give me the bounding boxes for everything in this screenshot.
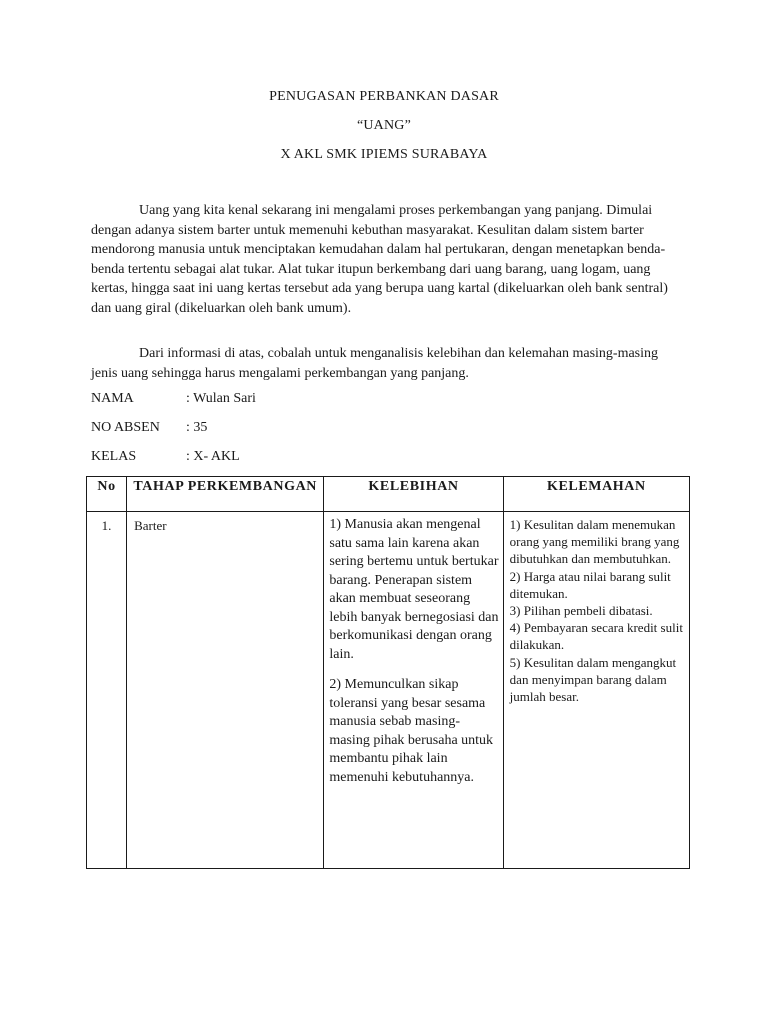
student-absen-label: NO ABSEN xyxy=(91,420,160,435)
instruction-paragraph xyxy=(91,344,681,383)
kelebihan-item: 2) Memunculkan sikap toleransi yang besar sesama manusia sebab masing-masing pihak berusaha untuk membantu pihak lain memenuhi kebutuhannya. xyxy=(329,677,494,785)
kelemahan-item: 5) Kesulitan dalam mengangkut dan menyimpan barang dalam jumlah besar. xyxy=(509,654,677,705)
kelemahan-item: 2) Harga atau nilai barang sulit ditemukan. xyxy=(509,568,671,601)
intro-paragraph xyxy=(91,201,681,318)
intro-paragraph-text: Uang yang kita kenal sekarang ini mengalami proses perkembangan yang panjang. Dimulai dengan adanya sistem barter untuk memenuhi kebuthan masyarakat. Kesulitan dalam sistem barter mendorong manusia untuk menciptakan kemudahan dalam hal pertukaran, dengan menetapkan benda-benda tertentu sebagai alat tukar. Alat tukar itupun berkembang dari uang barang, uang logam, uang kertas, hingga saat ini uang kertas tersebut ada yang berupa uang kartal (dikeluarkan oleh bank sentral) dan uang giral (dikeluarkan oleh bank umum). xyxy=(91,203,668,316)
student-name-row xyxy=(91,391,256,407)
header-kelebihan: KELEBIHAN xyxy=(324,477,503,512)
student-kelas-row xyxy=(91,449,240,465)
student-absen-row xyxy=(91,420,207,436)
row-number: 1. xyxy=(87,512,127,869)
money-development-table xyxy=(86,476,690,869)
table-row xyxy=(87,512,690,869)
kelemahan-item: 3) Pilihan pembeli dibatasi. xyxy=(509,603,653,619)
student-kelas-value: : X- AKL xyxy=(186,449,240,464)
class-school-line: X AKL SMK IPIEMS SURABAYA xyxy=(280,147,488,162)
row-kelemahan xyxy=(503,512,689,869)
document-subtitle: “UANG” xyxy=(356,118,412,133)
student-name-value: : Wulan Sari xyxy=(186,391,256,406)
student-name-label: NAMA xyxy=(91,391,134,406)
row-tahap: Barter xyxy=(127,512,324,869)
kelemahan-item: 4) Pembayaran secara kredit sulit dilakukan. xyxy=(509,620,683,653)
instruction-paragraph-text: Dari informasi di atas, cobalah untuk menganalisis kelebihan dan kelemahan masing-masing jenis uang sehingga harus mengalami perkembangan yang panjang. xyxy=(91,346,659,381)
student-absen-value: : 35 xyxy=(186,420,208,435)
student-kelas-label: KELAS xyxy=(91,449,137,464)
kelemahan-item: 1) Kesulitan dalam menemukan orang yang memiliki brang yang dibutuhkan dan membutuhkan. xyxy=(509,517,680,567)
header-kelemahan: KELEMAHAN xyxy=(503,477,689,512)
table-header-row xyxy=(87,477,690,512)
kelebihan-item: 1) Manusia akan mengenal satu sama lain karena akan sering bertemu untuk bertukar barang. Penerapan sistem akan membuat seseorang lebih banyak bernegosiasi dan berkomunikasi dengan orang lain. xyxy=(329,517,499,662)
document-title: PENUGASAN PERBANKAN DASAR xyxy=(269,89,499,104)
header-no: No xyxy=(87,477,127,512)
header-tahap: TAHAP PERKEMBANGAN xyxy=(127,477,324,512)
row-kelebihan xyxy=(324,512,503,869)
